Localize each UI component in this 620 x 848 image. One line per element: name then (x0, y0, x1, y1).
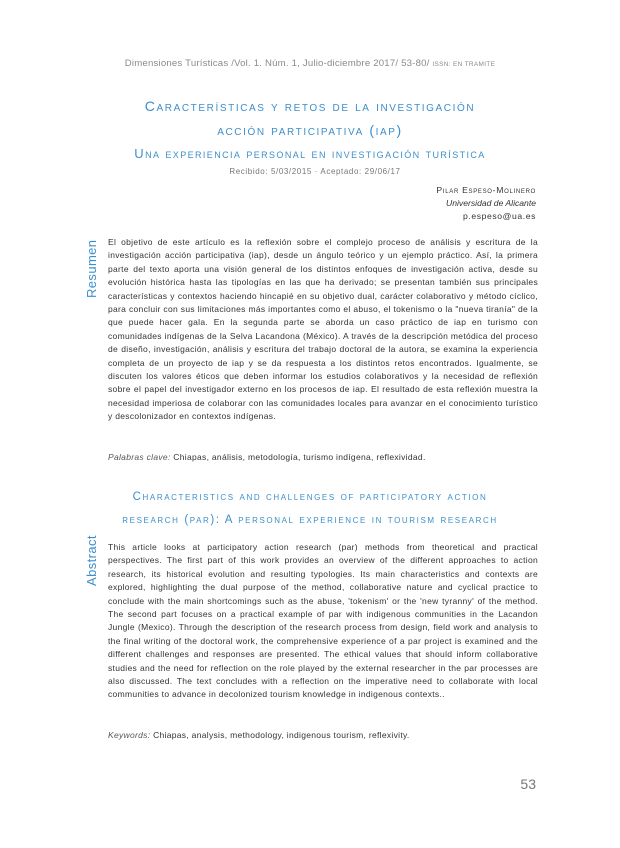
resumen-text: El objetivo de este artículo es la reflexión sobre el complejo proceso de análisis y escritura de la investigación acción participativa (iap), desde un ángulo teórico y un ejemplo práctico. Así, la primera parte del texto aporta una visión general de los distintos enfoques de investigación activa, desde su evolución histórica hasta las tipologías en las que ha derivado; se presentan también sus principales características y contextos haciendo hincapié en su objetivo dual, carácter colaborativo y método cíclico, para concluir con sus limitaciones más importantes como el abuso, el tokenismo o la "nueva tiranía" de la que puede hacer gala. En la segunda parte se aborda un caso práctico de iap en turismo con comunidades indígenas de la Selva Lacandona (México). A través de la descripción metódica del proceso de diseño, investigación, análisis y escritura del trabajo doctoral de la autora, se examina la experiencia completa de un proyecto de iap y se da respuesta a los distintos retos encontrados. Igualmente, se discuten los valores éticos que deben informar los estudios colaborativos y la necesidad de reflexión sobre el papel del investigador externo en los procesos de iap. El resultado de esta reflexión muestra la necesidad imperiosa de colaborar con las comunidades locales para avanzar en el conocimiento turístico y descolonizador en contextos indígenas. (108, 237, 538, 422)
resumen-side-label: Resumen (84, 239, 99, 298)
article-title-es (60, 94, 560, 142)
title-es-line-1: Características y retos de la investigación (144, 98, 476, 114)
author-affiliation: Universidad de Alicante (446, 198, 536, 208)
title-es-line-2: acción participativa (iap) (217, 122, 403, 138)
author-email[interactable]: p.espeso@ua.es (462, 211, 536, 221)
abstract-side-label: Abstract (84, 535, 99, 586)
title-en-line-1: Characteristics and challenges of participatory action (132, 491, 488, 503)
received-accepted-dates: Recibido: 5/03/2015 · Aceptado: 29/06/17 (229, 167, 401, 176)
title-en-line-2: research (par): A personal experience in tourism research (122, 514, 498, 526)
keywords-en: Chiapas, analysis, methodology, indigenous tourism, reflexivity. (153, 730, 410, 740)
abstract-keywords (108, 730, 538, 740)
journal-citation: Dimensiones Turísticas /Vol. 1. Núm. 1, Julio-diciembre 2017/ 53-80/ (124, 58, 430, 69)
article-title-en (80, 486, 540, 532)
abstract-text: This article looks at participatory action research (par) methods from theoretical and practical perspectives. The first part of this work provides an overview of the different approaches to action research, its historical evolution and resulting typologies. Its main characteristics and contexts are explored, highlighting the dual purpose of the method, collaborative nature and cyclical practice to conclude with the main shortcomings such as the abuse, 'tokenism' or the 'new tyranny' of the method. The second part focuses on a practical example of par with indigenous communities in the Lacandon Jungle (Mexico). Through the description of the research process from design, field work and analysis to the final writing of the doctoral work, the comprehensive experience of a par project is examined and the different challenges and responses are presented. The ethical values that should inform collaborative studies and the need for reflection on the role played by the external researcher in the par processes are also discussed. The text concludes with a reflection on the imperative need to collaborate with local communities to advance in decolonized tourism knowledge in indigenous contexts.. (108, 542, 538, 700)
keywords-es: Chiapas, análisis, metodología, turismo indígena, reflexividad. (173, 452, 426, 462)
resumen-keywords (108, 452, 538, 462)
page-number: 53 (520, 776, 536, 792)
running-header (0, 58, 620, 69)
author-block (436, 184, 536, 223)
issn-note: ISSN: EN TRAMITE (432, 61, 496, 68)
author-name: Pilar Espeso-Molinero (436, 185, 536, 195)
keywords-label-en: Keywords: (108, 730, 151, 740)
keywords-label-es: Palabras clave: (108, 452, 171, 462)
article-subtitle-es: Una experiencia personal en investigación turística (134, 146, 486, 161)
